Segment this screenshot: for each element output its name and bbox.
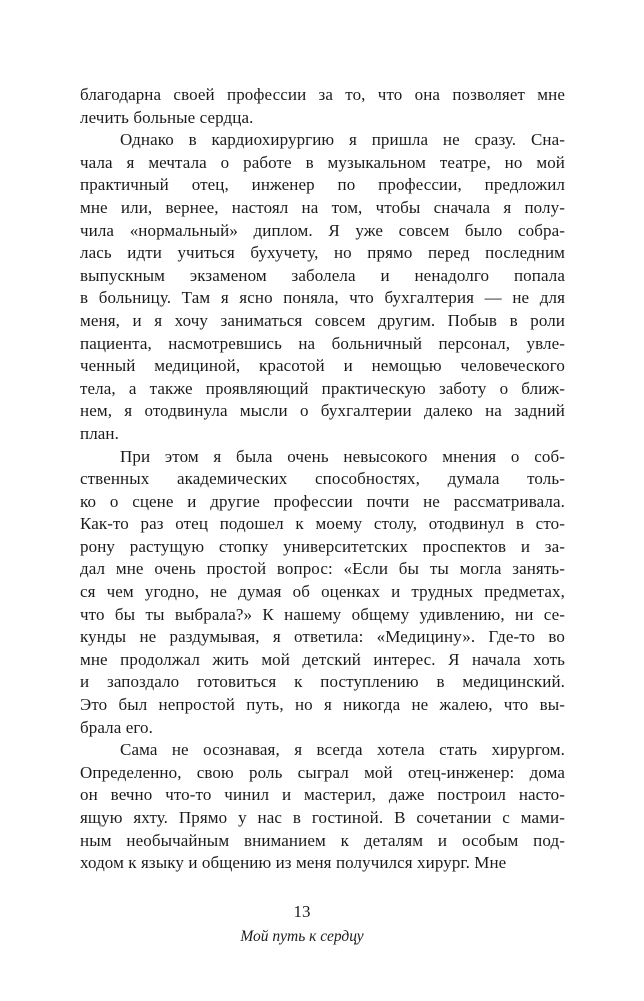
text-line: Сама не осознавая, я всегда хотела стать хирургом. — [120, 740, 565, 760]
text-line: практичный отец, инженер по профессии, предложил — [80, 175, 565, 195]
text-line: ко о сцене и другие профессии почти не рассматривала. — [80, 491, 565, 511]
text-line: меня, и я хочу заниматься совсем другим. Побыв в роли — [80, 310, 565, 330]
text-line: и запоздало готовиться к поступлению в медицинский. — [80, 672, 565, 692]
text-line: пациента, насмотревшись на больничный персонал, увле- — [80, 333, 565, 353]
text-line: он вечно что-то чинил и мастерил, даже построил насто- — [80, 785, 565, 805]
text-line: ственных академических способностях, думала толь- — [80, 469, 565, 489]
page-footer — [0, 901, 604, 946]
text-line: ся чем угодно, не думая об оценках и трудных предметах, — [80, 582, 565, 602]
text-line: чила «нормальный» диплом. Я уже совсем было собра- — [80, 220, 565, 240]
text-line: дал мне очень простой вопрос: «Если бы ты могла занять- — [80, 559, 565, 579]
running-title: Мой путь к сердцу — [240, 928, 364, 945]
text-line: чала я мечтала о работе в музыкальном театре, но мой — [80, 152, 565, 172]
text-line: нем, я отодвинула мысли о бухгалтерии далеко на задний — [80, 401, 565, 421]
text-line: Определенно, свою роль сыграл мой отец-инженер: дома — [80, 762, 565, 782]
text-line: ным необычайным вниманием к деталям и особым под- — [80, 830, 565, 850]
text-line: что бы ты выбрала?» К нашему общему удивлению, ни се- — [80, 604, 565, 624]
text-line: При этом я была очень невысокого мнения о соб- — [120, 446, 565, 466]
text-line: лась идти учиться бухучету, но прямо перед последним — [80, 243, 565, 263]
paragraph — [80, 446, 565, 740]
text-line: мне продолжал жить мой детский интерес. Я начала хоть — [80, 649, 565, 669]
text-line: план. — [80, 423, 119, 443]
text-line: ченный медициной, красотой и немощью человеческого — [80, 356, 565, 376]
text-line: Однако в кардиохирургию я пришла не сразу. Сна- — [120, 130, 565, 150]
text-line: кунды не раздумывая, я ответила: «Медицину». Где-то во — [80, 627, 565, 647]
text-line: рону растущую стопку университетских проспектов и за- — [80, 536, 565, 556]
paragraph — [80, 129, 565, 445]
text-line: Это был непростой путь, но я никогда не жалею, что вы- — [80, 695, 565, 715]
text-line: ящую яхту. Прямо у нас в гостиной. В сочетании с мами- — [80, 808, 565, 827]
paragraph — [80, 84, 565, 129]
text-line: ходом к языку и общению из меня получился хирург. Мне — [80, 853, 507, 873]
text-line: Как-то раз отец подошел к моему столу, отодвинул в сто- — [80, 514, 565, 534]
text-line: в больницу. Там я ясно поняла, что бухгалтерия — не для — [80, 288, 565, 308]
text-line: мне или, вернее, настоял на том, чтобы сначала я полу- — [80, 197, 565, 217]
text-line: лечить больные сердца. — [80, 107, 254, 127]
text-line: брала его. — [80, 717, 153, 737]
page-number: 13 — [293, 902, 311, 921]
text-line: выпускным экзаменом заболела и ненадолго попала — [80, 265, 565, 285]
page-text — [80, 84, 565, 875]
text-line: тела, а также проявляющий практическую заботу о ближ- — [80, 378, 565, 398]
paragraph — [80, 739, 565, 875]
text-line: благодарна своей профессии за то, что она позволяет мне — [80, 85, 565, 104]
